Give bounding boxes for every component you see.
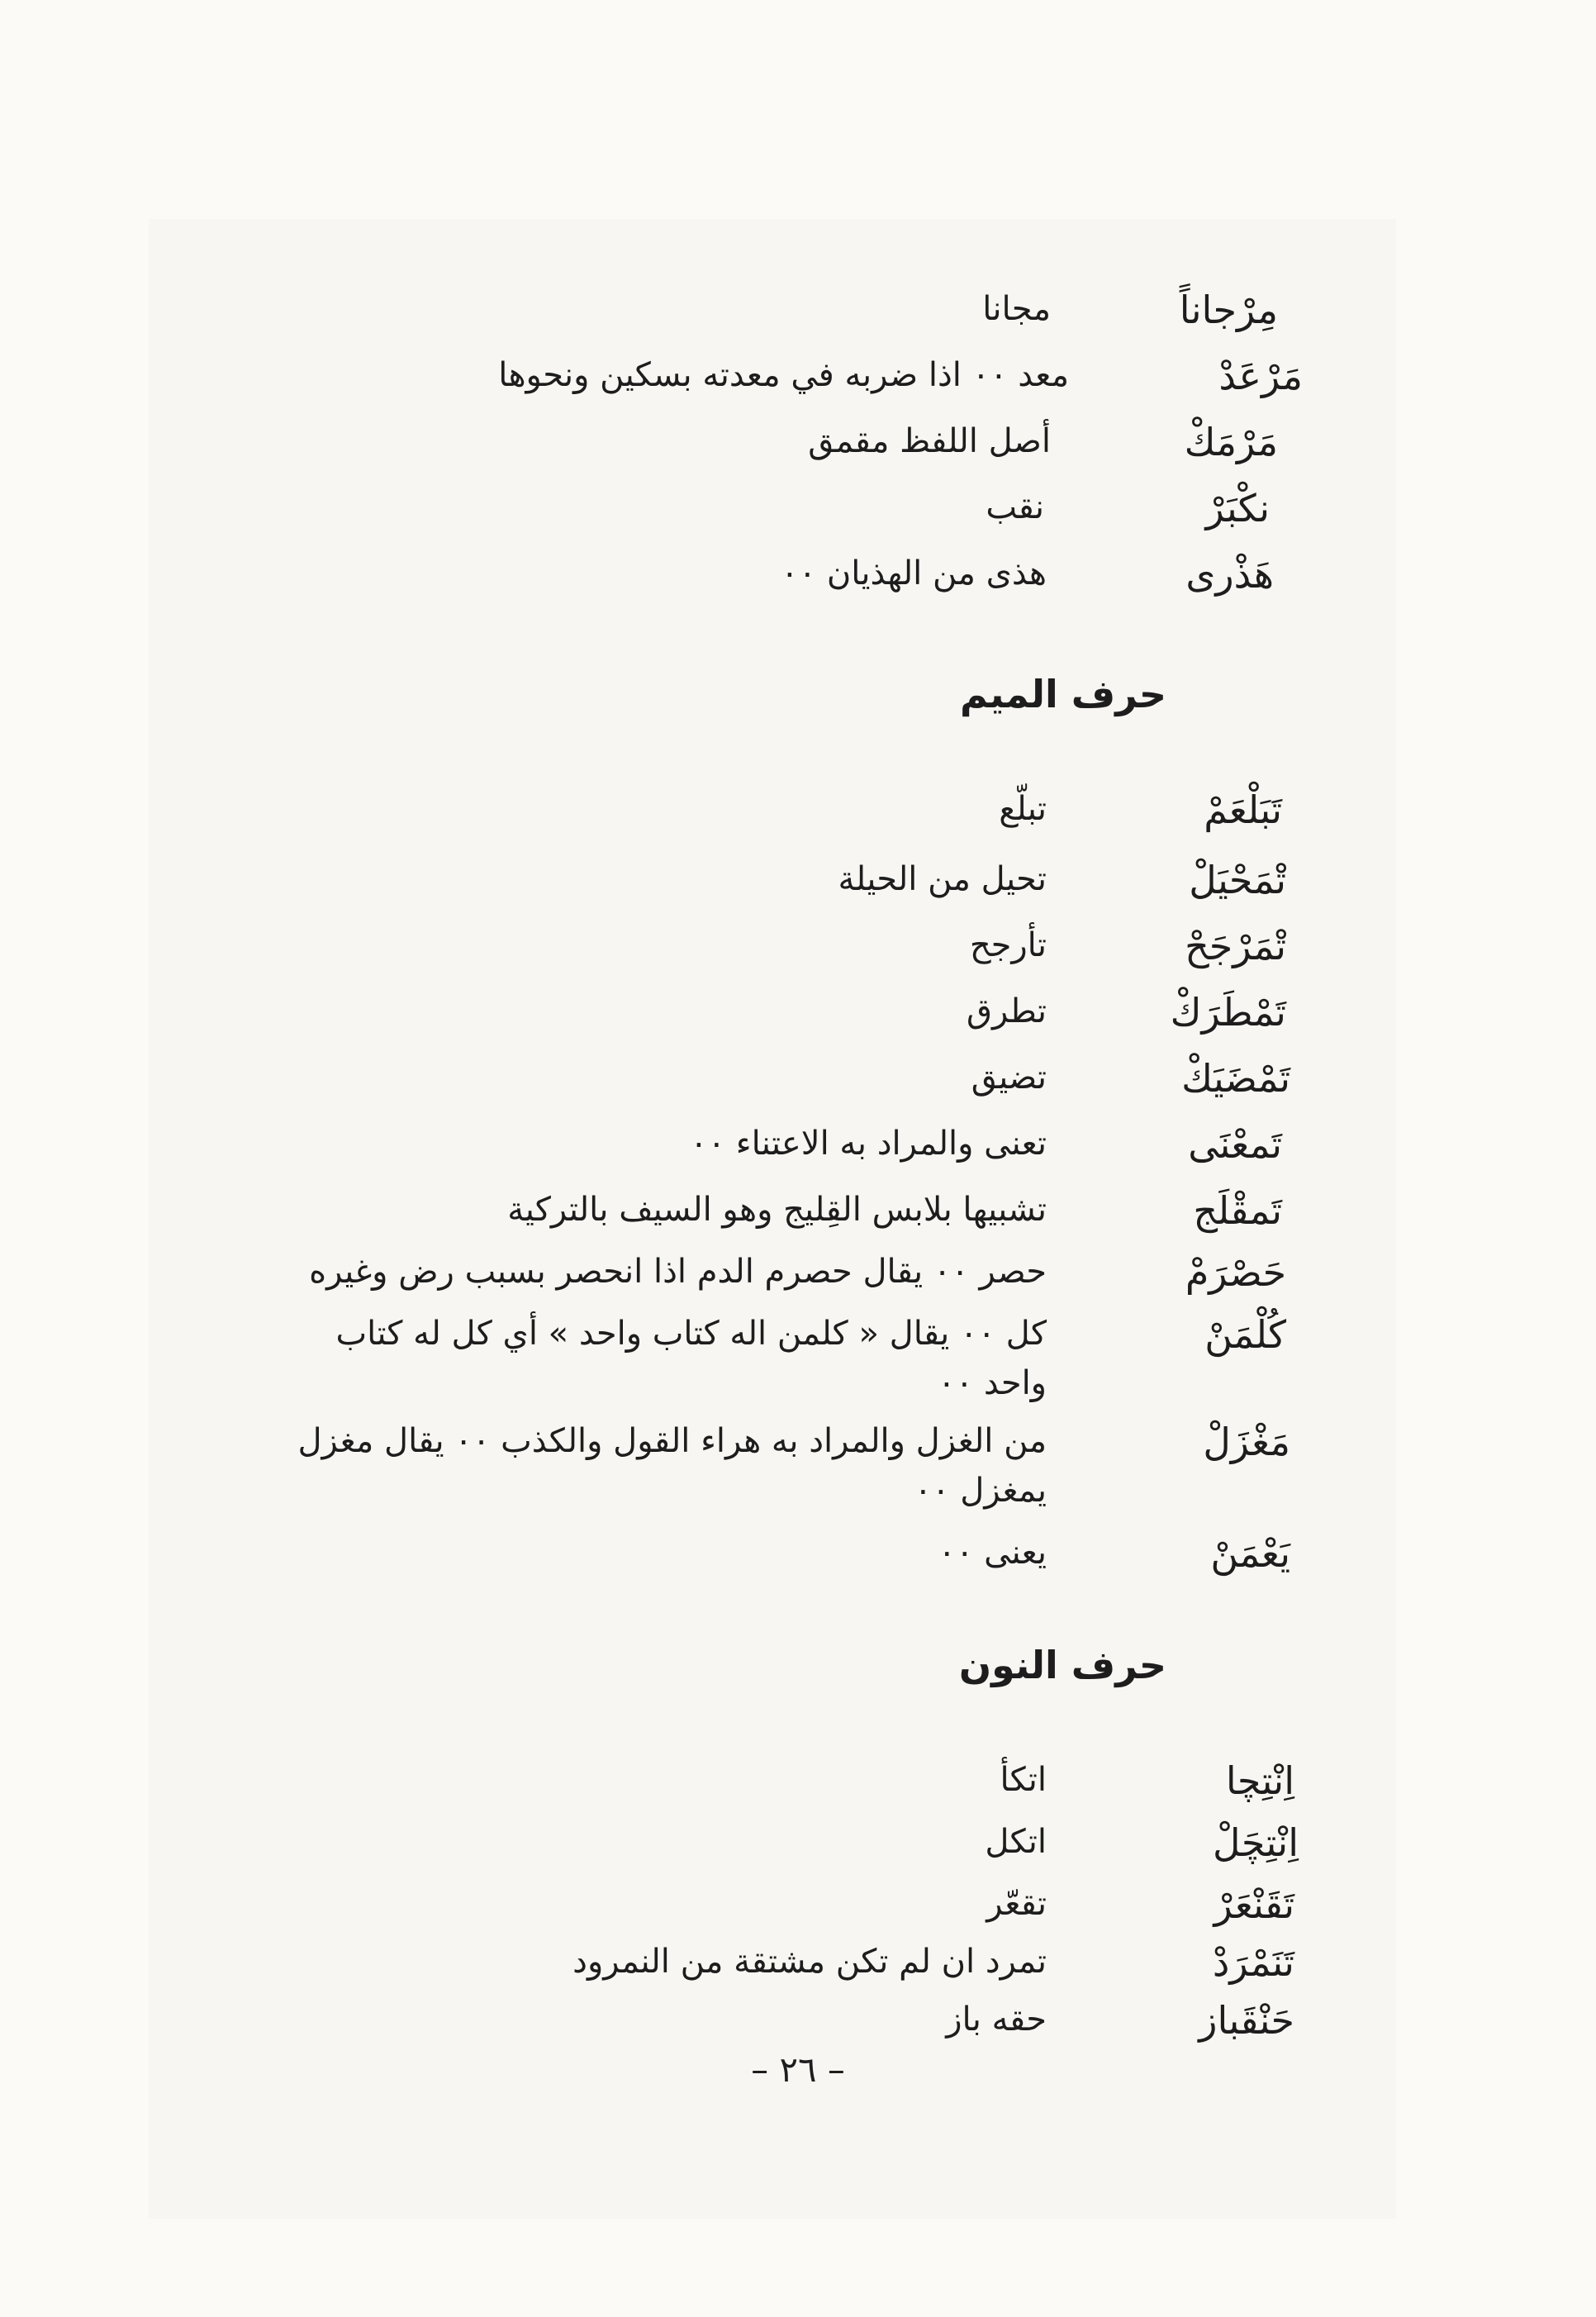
entry-definition: كل ٠٠ يقال « كلمن اله كتاب واحد » أي كل له كتاب: [335, 1315, 1047, 1353]
entry-definition: هذى من الهذيان ٠٠: [781, 554, 1047, 592]
entry-word: مَغْزَلْ: [1203, 1420, 1290, 1464]
entry-word: تَمْطَرَكْ: [1170, 990, 1286, 1035]
entry-definition: معد ٠٠ اذا ضربه في معدته بسكين ونحوها: [498, 356, 1069, 394]
entry-definition: تأرجح: [969, 926, 1047, 964]
entry-definition: يعنى ٠٠: [938, 1534, 1047, 1572]
section-heading: حرف الميم: [960, 672, 1166, 716]
entry-word: نكْبَرْ: [1205, 486, 1270, 530]
entry-definition: اتكل: [985, 1823, 1047, 1861]
entry-word: تَقَنْعَرْ: [1214, 1882, 1294, 1927]
entry-definition: نقب: [986, 488, 1044, 526]
entry-word: حَصْرَمْ: [1185, 1250, 1286, 1295]
entry-word: اِنْتِچَلْ: [1213, 1820, 1299, 1865]
entry-word: تَنَمْرَدْ: [1212, 1940, 1294, 1985]
entry-word: مَرْعَدْ: [1218, 354, 1303, 398]
entry-definition-continued: يمغزل ٠٠: [914, 1472, 1047, 1510]
entry-word: تْمَحْيَلْ: [1189, 858, 1286, 902]
entry-word: تَمقْلَج: [1193, 1188, 1282, 1233]
entry-word: حَنْقَباز: [1199, 1998, 1294, 2043]
entry-definition: حقه باز: [946, 2001, 1047, 2039]
section-heading: حرف النون: [958, 1643, 1166, 1687]
entry-definition: تعنى والمراد به الاعتناء ٠٠: [690, 1125, 1047, 1163]
entry-definition: من الغزل والمراد به هراء القول والكذب ٠٠ يقال مغزل: [297, 1422, 1047, 1460]
entry-definition: حصر ٠٠ يقال حصرم الدم اذا انحصر بسبب رض وغيره: [309, 1253, 1047, 1291]
entry-definition: أصل اللفظ مقمق: [808, 422, 1051, 460]
entry-definition: مجانا: [982, 290, 1051, 328]
entry-definition: اتكأ: [1000, 1761, 1047, 1799]
entry-word: مَرْمَكْ: [1184, 420, 1278, 464]
entry-definition: تطرق: [966, 992, 1047, 1030]
entry-word: اِنْتِچا: [1225, 1758, 1294, 1803]
page-number: – ٢٦ –: [751, 2049, 845, 2090]
entry-word: تَمعْنَى: [1188, 1122, 1282, 1167]
entry-word: تَمْضَيَكْ: [1181, 1056, 1290, 1101]
entry-definition-continued: واحد ٠٠: [938, 1364, 1047, 1402]
entry-word: هَذْرى: [1185, 552, 1274, 597]
entry-word: كُلْمَنْ: [1204, 1312, 1286, 1357]
entry-definition: تبلّع: [999, 790, 1047, 828]
entry-definition: تقعّر: [986, 1885, 1047, 1923]
entry-word: مِرْجاناً: [1179, 288, 1278, 332]
entry-definition: تضيق: [971, 1059, 1047, 1097]
entry-word: تْمَرْجَحْ: [1185, 924, 1286, 968]
entry-definition: تحيل من الحيلة: [838, 860, 1047, 898]
entry-definition: تمرد ان لم تكن مشتقة من النمرود: [572, 1943, 1047, 1981]
entry-word: يَعْمَنْ: [1210, 1531, 1290, 1576]
entry-word: تَبَلْعَمْ: [1204, 787, 1282, 832]
entry-definition: تشبيها بلابس القِليج وهو السيف بالتركية: [507, 1191, 1047, 1229]
